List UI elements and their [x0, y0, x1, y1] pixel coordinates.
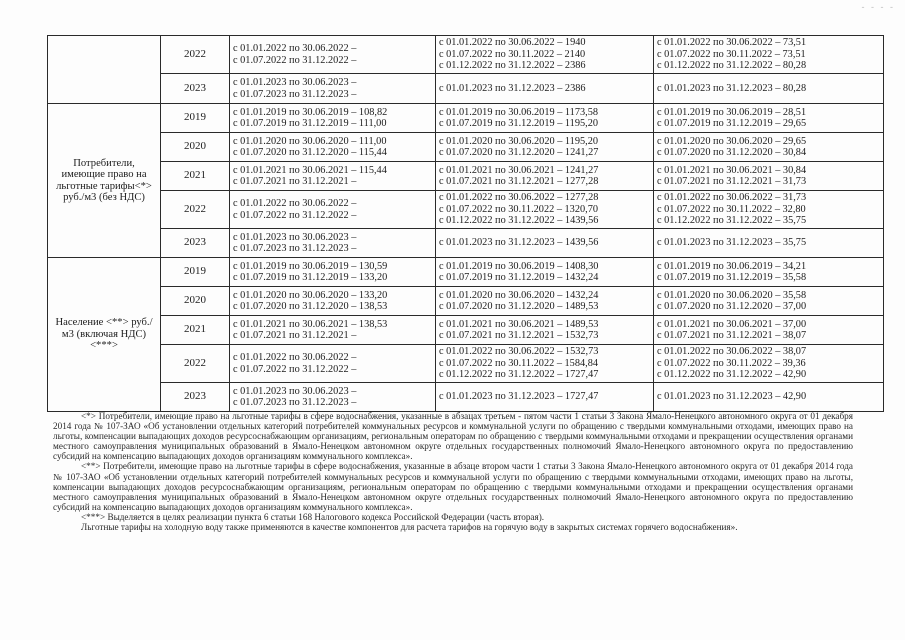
tariff-period-line: с 01.12.2022 по 31.12.2022 – 1439,56	[439, 215, 599, 227]
tariff-period-line: с 01.01.2023 по 31.12.2023 – 2386	[439, 82, 586, 94]
tariff-period-cell-1	[230, 229, 436, 258]
tariff-period-cell-2	[436, 258, 654, 287]
year-cell: 2020	[161, 133, 230, 162]
tariff-period-cell-3	[654, 36, 884, 74]
tariff-period-line: с 01.12.2022 по 31.12.2022 – 35,75	[657, 215, 807, 227]
tariff-period-line: с 01.07.2020 по 31.12.2020 – 138,53	[233, 301, 388, 312]
tariff-period-line: с 01.01.2023 по 30.06.2023 –	[233, 77, 357, 89]
table-row	[48, 229, 884, 258]
tariff-period-line: с 01.07.2022 по 31.12.2022 –	[233, 209, 357, 221]
tariff-period-cell-1	[230, 133, 436, 162]
tariff-table	[47, 35, 884, 412]
table-row	[48, 191, 884, 229]
tariff-period-line: с 01.07.2020 по 31.12.2020 – 115,44	[233, 147, 387, 158]
tariff-period-cell-1	[230, 316, 436, 345]
tariff-period-cell-2	[436, 191, 654, 229]
tariff-period-line: с 01.07.2023 по 31.12.2023 –	[233, 243, 357, 254]
tariff-period-line: с 01.01.2020 по 30.06.2020 – 1432,24	[439, 289, 599, 301]
tariff-period-line: с 01.07.2020 по 31.12.2020 – 30,84	[657, 147, 807, 158]
tariff-period-line: с 01.01.2022 по 30.06.2022 –	[233, 352, 357, 364]
tariff-period-line: с 01.01.2022 по 30.06.2022 – 1940	[439, 37, 586, 49]
year-cell: 2021	[161, 316, 230, 345]
tariff-period-line: с 01.01.2022 по 30.06.2022 – 31,73	[657, 192, 807, 204]
tariff-period-line: с 01.07.2019 по 31.12.2019 – 1432,24	[439, 272, 599, 283]
tariff-period-cell-2	[436, 316, 654, 345]
tariff-period-line: с 01.07.2021 по 31.12.2021 – 1532,73	[439, 330, 599, 341]
table-row	[48, 162, 884, 191]
tariff-period-cell-1	[230, 191, 436, 229]
tariff-period-line: с 01.01.2023 по 31.12.2023 – 42,90	[657, 391, 807, 403]
tariff-period-line: с 01.07.2019 по 31.12.2019 – 133,20	[233, 272, 388, 283]
tariff-period-cell-3	[654, 191, 884, 229]
tariff-period-cell-2	[436, 287, 654, 316]
tariff-period-cell-3	[654, 287, 884, 316]
tariff-period-cell-1	[230, 104, 436, 133]
tariff-period-line: с 01.01.2022 по 30.06.2022 – 38,07	[657, 346, 807, 358]
table-row	[48, 36, 884, 74]
year-cell: 2023	[161, 229, 230, 258]
tariff-period-line: с 01.01.2022 по 30.06.2022 – 1277,28	[439, 192, 599, 204]
tariff-period-line: с 01.07.2019 по 31.12.2019 – 1195,20	[439, 118, 599, 129]
tariff-period-line: с 01.01.2022 по 30.06.2022 –	[233, 43, 357, 55]
footnote-1: <*> Потребители, имеющие право на льготные тарифы в сфере водоснабжения, указанные в абзацах третьем - пятом части 1 статьи 3 Закона Ямало-Ненецкого автономного округа от 01 декабря 2014 года № 107-ЗАО «Об установлении отдельных категорий потребителей коммунальных ресурсов и коммунальной услуги по обращению с твердыми коммунальными отходами, имеющих право на льготы, компенсации выпадающих доходов ресурсоснабжающим организациям, региональным операторам по обращению с твердыми коммунальными отходами и прекращении осуществления органами местного самоуправления муниципальных образований в Ямало-Ненецком автономном округе отдельных государственных полномочий Ямало-Ненецкого автономного округа по предоставлению субсидий на компенсацию выпадающих доходов организациям коммунального комплекса».	[53, 411, 853, 462]
tariff-period-cell-1	[230, 287, 436, 316]
tariff-period-line: с 01.07.2020 по 31.12.2020 – 1241,27	[439, 147, 599, 158]
tariff-period-cell-3	[654, 133, 884, 162]
consumer-category-cell: Потребители, имеющие право на льготные тарифы<*> руб./м3 (без НДС)	[48, 104, 161, 258]
footnotes	[53, 411, 853, 532]
year-cell: 2019	[161, 104, 230, 133]
tariff-period-line: с 01.12.2022 по 31.12.2022 – 80,28	[657, 60, 807, 72]
footnote-2: <**> Потребители, имеющие право на льготные тарифы в сфере водоснабжения, указанные в абзаце втором части 1 статьи 3 Закона Ямало-Ненецкого автономного округа от 01 декабря 2014 года № 107-ЗАО «Об установлении отдельных категорий потребителей коммунальных ресурсов и коммунальной услуги по обращению с твердыми коммунальными отходами, имеющих право на льготы, компенсации выпадающих доходов ресурсоснабжающим организациям, региональным операторам по обращению с твердыми коммунальными отходами и прекращении осуществления органами местного самоуправления муниципальных образований в Ямало-Ненецком автономном округе отдельных государственных полномочий Ямало-Ненецкого автономного округа по предоставлению субсидий на компенсацию выпадающих доходов организациям коммунального комплекса».	[53, 461, 853, 512]
table-row	[48, 316, 884, 345]
tariff-period-line: с 01.07.2022 по 30.11.2022 – 32,80	[657, 203, 806, 215]
tariff-period-line: с 01.01.2022 по 30.06.2022 –	[233, 198, 357, 210]
tariff-period-cell-2	[436, 36, 654, 74]
tariff-period-line: с 01.12.2022 по 31.12.2022 – 42,90	[657, 369, 807, 381]
table-row	[48, 104, 884, 133]
footnote-3: <***> Выделяется в целях реализации пункта 6 статьи 168 Налогового кодекса Российской Федерации (часть вторая).	[81, 511, 545, 522]
tariff-period-line: с 01.07.2021 по 31.12.2021 –	[233, 176, 357, 187]
tariff-period-line: с 01.07.2023 по 31.12.2023 –	[233, 397, 357, 408]
tariff-period-line: с 01.01.2019 по 30.06.2019 – 130,59	[233, 260, 388, 272]
tariff-period-line: с 01.01.2023 по 31.12.2023 – 1727,47	[439, 391, 599, 403]
tariff-period-line: с 01.01.2020 по 30.06.2020 – 29,65	[657, 135, 807, 147]
tariff-period-line: с 01.01.2019 по 30.06.2019 – 1408,30	[439, 260, 599, 272]
tariff-period-line: с 01.07.2020 по 31.12.2020 – 37,00	[657, 301, 807, 312]
footnote-4: Льготные тарифы на холодную воду также применяются в качестве компонентов для расчета тарифов на горячую воду в закрытых системах горячего водоснабжения».	[81, 522, 738, 533]
tariff-period-line: с 01.07.2022 по 31.12.2022 –	[233, 363, 357, 375]
tariff-period-line: с 01.01.2023 по 31.12.2023 – 1439,56	[439, 237, 599, 249]
tariff-period-cell-2	[436, 162, 654, 191]
table-row	[48, 133, 884, 162]
tariff-period-cell-3	[654, 383, 884, 412]
tariff-period-cell-2	[436, 133, 654, 162]
tariff-period-cell-2	[436, 104, 654, 133]
table-row	[48, 287, 884, 316]
tariff-period-line: с 01.07.2021 по 31.12.2021 – 38,07	[657, 330, 807, 341]
tariff-period-line: с 01.12.2022 по 31.12.2022 – 2386	[439, 60, 586, 72]
tariff-period-line: с 01.07.2022 по 30.11.2022 – 2140	[439, 48, 586, 60]
tariff-period-cell-3	[654, 229, 884, 258]
tariff-period-line: с 01.07.2021 по 31.12.2021 – 31,73	[657, 176, 807, 187]
tariff-period-line: с 01.01.2021 по 30.06.2021 – 1489,53	[439, 318, 599, 330]
tariff-period-line: с 01.07.2019 по 31.12.2019 – 35,58	[657, 272, 807, 283]
tariff-period-line: с 01.01.2021 по 30.06.2021 – 37,00	[657, 318, 807, 330]
tariff-period-line: с 01.01.2022 по 30.06.2022 – 1532,73	[439, 346, 599, 358]
tariff-period-line: с 01.07.2022 по 30.11.2022 – 1320,70	[439, 203, 599, 215]
tariff-period-line: с 01.01.2020 по 30.06.2020 – 133,20	[233, 289, 388, 301]
table-row	[48, 74, 884, 104]
tariff-period-line: с 01.07.2022 по 30.11.2022 – 1584,84	[439, 357, 599, 369]
tariff-period-cell-2	[436, 383, 654, 412]
tariff-period-line: с 01.01.2019 по 30.06.2019 – 28,51	[657, 106, 807, 118]
tariff-period-line: с 01.01.2023 по 30.06.2023 –	[233, 231, 357, 243]
tariff-period-line: с 01.07.2019 по 31.12.2019 – 29,65	[657, 118, 807, 129]
tariff-period-line: с 01.01.2023 по 31.12.2023 – 80,28	[657, 82, 807, 94]
tariff-period-line: с 01.07.2022 по 30.11.2022 – 39,36	[657, 357, 806, 369]
tariff-period-cell-3	[654, 74, 884, 104]
year-cell: 2022	[161, 345, 230, 383]
consumer-category-cell	[48, 36, 161, 104]
tariff-period-line: с 01.01.2021 по 30.06.2021 – 30,84	[657, 164, 807, 176]
tariff-period-line: с 01.12.2022 по 31.12.2022 – 1727,47	[439, 369, 599, 381]
tariff-period-cell-1	[230, 383, 436, 412]
tariff-period-cell-2	[436, 74, 654, 104]
tariff-period-line: с 01.01.2023 по 30.06.2023 –	[233, 385, 357, 397]
tariff-period-line: с 01.01.2023 по 31.12.2023 – 35,75	[657, 237, 807, 249]
tariff-period-line: с 01.01.2020 по 30.06.2020 – 35,58	[657, 289, 807, 301]
tariff-period-line: с 01.07.2022 по 31.12.2022 –	[233, 54, 357, 66]
corner-mark: - - - -	[861, 2, 895, 12]
tariff-period-line: с 01.07.2021 по 31.12.2021 –	[233, 330, 357, 341]
tariff-period-cell-3	[654, 258, 884, 287]
year-cell: 2023	[161, 383, 230, 412]
tariff-period-cell-1	[230, 74, 436, 104]
table-row	[48, 383, 884, 412]
year-cell: 2022	[161, 36, 230, 74]
tariff-period-line: с 01.07.2021 по 31.12.2021 – 1277,28	[439, 176, 599, 187]
tariff-period-line: с 01.07.2023 по 31.12.2023 –	[233, 88, 357, 100]
tariff-period-cell-2	[436, 345, 654, 383]
tariff-period-line: с 01.07.2020 по 31.12.2020 – 1489,53	[439, 301, 599, 312]
table-row	[48, 258, 884, 287]
tariff-period-line: с 01.01.2021 по 30.06.2021 – 1241,27	[439, 164, 599, 176]
tariff-period-cell-2	[436, 229, 654, 258]
tariff-period-cell-3	[654, 162, 884, 191]
table-row	[48, 345, 884, 383]
tariff-period-line: с 01.01.2021 по 30.06.2021 – 115,44	[233, 164, 387, 176]
tariff-period-line: с 01.01.2022 по 30.06.2022 – 73,51	[657, 37, 807, 49]
tariff-period-cell-1	[230, 258, 436, 287]
year-cell: 2023	[161, 74, 230, 104]
tariff-period-cell-1	[230, 345, 436, 383]
tariff-period-line: с 01.07.2022 по 30.11.2022 – 73,51	[657, 48, 806, 60]
tariff-period-line: с 01.01.2019 по 30.06.2019 – 34,21	[657, 260, 807, 272]
year-cell: 2021	[161, 162, 230, 191]
year-cell: 2019	[161, 258, 230, 287]
consumer-category-cell: Население <**> руб./м3 (включая НДС) <***>	[48, 258, 161, 412]
tariff-period-line: с 01.01.2020 по 30.06.2020 – 111,00	[233, 135, 387, 147]
tariff-period-cell-3	[654, 104, 884, 133]
year-cell: 2020	[161, 287, 230, 316]
year-cell: 2022	[161, 191, 230, 229]
tariff-period-line: с 01.01.2020 по 30.06.2020 – 1195,20	[439, 135, 599, 147]
tariff-period-line: с 01.01.2021 по 30.06.2021 – 138,53	[233, 318, 388, 330]
tariff-period-line: с 01.01.2019 по 30.06.2019 – 108,82	[233, 106, 388, 118]
tariff-period-cell-1	[230, 162, 436, 191]
tariff-period-cell-3	[654, 345, 884, 383]
tariff-period-line: с 01.07.2019 по 31.12.2019 – 111,00	[233, 118, 387, 129]
tariff-table-body	[48, 36, 884, 412]
tariff-period-cell-3	[654, 316, 884, 345]
tariff-period-cell-1	[230, 36, 436, 74]
tariff-period-line: с 01.01.2019 по 30.06.2019 – 1173,58	[439, 106, 599, 118]
